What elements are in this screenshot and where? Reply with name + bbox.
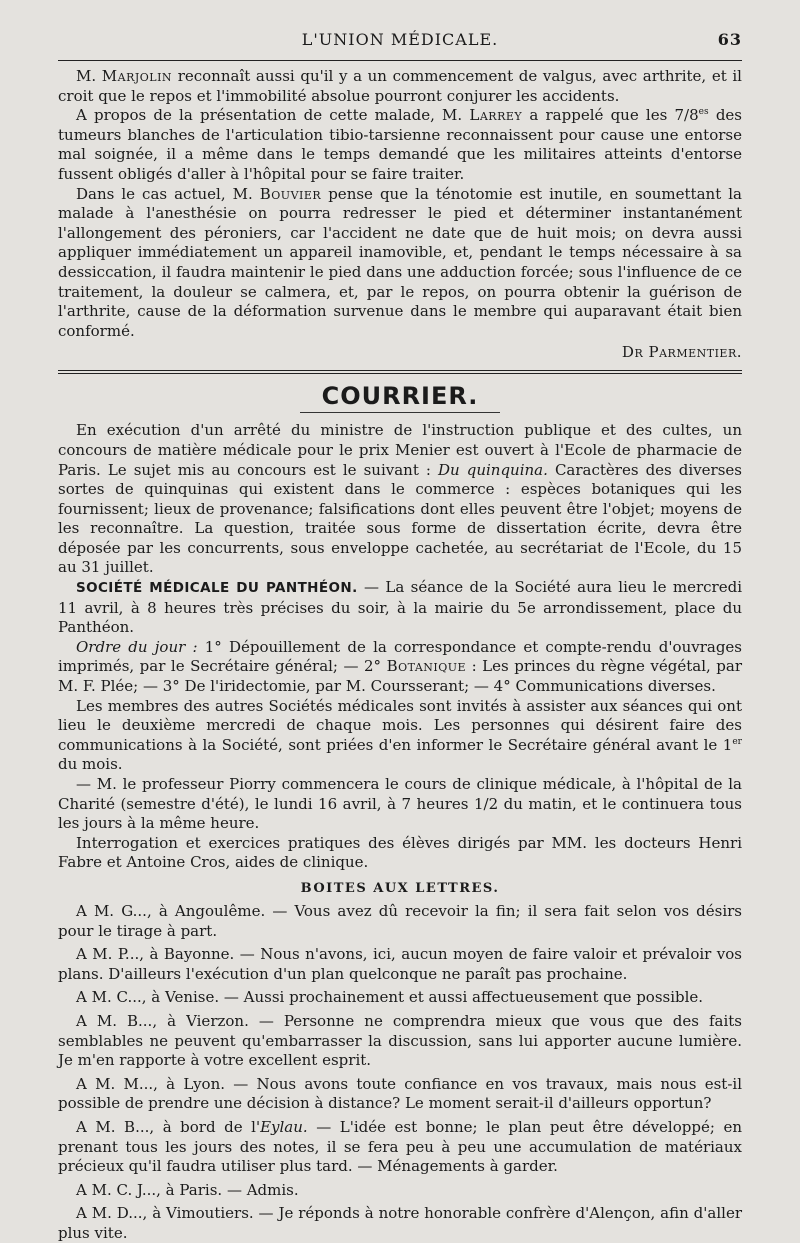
letter-item: A M. C..., à Venise. — Aussi prochainement et aussi affectueusement que possible. (76, 988, 704, 1007)
author-name: Larrey (469, 106, 523, 125)
letter-item: A M. D..., à Vimoutiers. — Je réponds à notre honorable confrère d'Alençon, afin d'aller plus vite. (58, 1204, 742, 1242)
letter-item: A M. G..., à Angoulême. — Vous avez dû recevoir la fin; il sera fait selon vos désirs pour le tirage à part. (58, 901, 742, 940)
running-head (58, 30, 742, 56)
courrier-paragraph-5: — M. le professeur Piorry commencera le cours de clinique médicale, à l'hôpital de la Charité (semestre d'été), le lundi 16 avril, à 7 heures 1/2 du matin, et le continuera tous les jours à la même heure. (58, 775, 742, 833)
section-title-courrier: COURRIER. (321, 382, 479, 411)
courrier-paragraph-1: En exécution d'un arrêté du ministre de l'instruction publique et des cultes, un concours de matière médicale pour le prix Menier est ouvert à l'Ecole de pharmacie de Paris. Le sujet mis au concours est le suivant : Du quinquina. Caractères des diverses sortes de quinquinas qui existent dans le commerce : espèces botaniques qui les fournissent; lieux de provenance; falsifications dont elles peuvent être l'objet; moyens de les reconnaître. La question, traitée sous forme de dissertation écrite, devra être déposée par les concurrents, sous enveloppe cachetée, au secrétariat de l'Ecole, du 15 au 31 juillet. (58, 421, 742, 577)
article-paragraph-2: A propos de la présentation de cette malade, M. Larrey a rappelé que les $7/8^{es}$ des tumeurs blanches de l'articulation tibio-tarsienne reconnaissent pour cause une entorse mal soignée, il a même dans le temps demandé que les militaires atteints d'entorse fussent obligés d'aller à l'hôpital pour se faire traiter. (58, 106, 742, 183)
page-number: 63 (717, 30, 742, 49)
header-rule (58, 60, 742, 61)
courrier-paragraph-2: SOCIÉTÉ MÉDICALE DU PANTHÉON. — La séance de la Société aura lieu le mercredi 11 avril, à 8 heures très précises du soir, à la mairie du 5e arrondissement, place du Panthéon. (58, 578, 742, 637)
title-underline (300, 412, 500, 413)
courrier-paragraph-4: Les membres des autres Sociétés médicales sont invités à assister aux séances qui ont lieu le deuxième mercredi de chaque mois. Les personnes qui désirent faire des communications à la Société, sont priées d'en informer le Secrétaire général avant le 1er du mois. (58, 696, 742, 774)
letter-item: A M. B..., à Vierzon. — Personne ne comprendra mieux que vous que des faits semblables ne peuvent qu'embarrasser la discussion, sans lui apporter aucune lumière. Je m'en rapporte à votre excellent esprit. (58, 1011, 742, 1070)
section-title-boites: BOITES AUX LETTRES. (300, 880, 500, 896)
author-name: Bouvier (259, 184, 322, 203)
journal-title: L'UNION MÉDICALE. (301, 30, 499, 49)
society-name: SOCIÉTÉ MÉDICALE DU PANTHÉON. (76, 580, 358, 597)
letter-item: A M. C. J..., à Paris. — Admis. (76, 1180, 299, 1199)
article-paragraph-3: Dans le cas actuel, M. Bouvier pense que la ténotomie est inutile, en soumettant la malade à l'anesthésie on pourra redresser le pied et déterminer instantanément l'allongement des péroniers, car l'accident ne date que de huit mois; on devra aussi appliquer immédiatement un appareil inamovible, et, pendant le temps nécessaire à sa dessiccation, il faudra maintenir le pied dans une adduction forcée; sous l'influence de ce traitement, la douleur se calmera, et, par le repos, on pourra obtenir la guérison de l'arthrite, cause de la déformation survenue dans le membre qui auparavant était bien conformé. (58, 184, 742, 340)
courrier-paragraph-3: Ordre du jour : 1° Dépouillement de la correspondance et compte-rendu d'ouvrages imprimés, par le Secrétaire général; — 2° Botanique : Les princes du règne végétal, par M. F. Plée; — 3° De l'iridectomie, par M. Coursserant; — 4° Communications diverses. (58, 637, 742, 696)
article-paragraph-1: M. Marjolin reconnaît aussi qu'il y a un commencement de valgus, avec arthrite, et il croit que le repos et l'immobilité absolue pourront conjurer les accidents. (58, 67, 742, 105)
letter-item: A M. P..., à Bayonne. — Nous n'avons, ici, aucun moyen de faire valoir et prévaloir vos plans. D'ailleurs l'exécution d'un plan quelconque ne paraît pas prochaine. (58, 945, 742, 983)
signature: Dr Parmentier. (621, 343, 742, 362)
section-divider (58, 370, 742, 374)
author-name: Marjolin (101, 67, 173, 85)
courrier-paragraph-6: Interrogation et exercices pratiques des élèves dirigés par MM. les docteurs Henri Fabre et Antoine Cros, aides de clinique. (58, 833, 742, 872)
letter-item: A M. B..., à bord de l'Eylau. — L'idée est bonne; le plan peut être développé; en prenant tous les jours des notes, il se fera peu à peu une accumulation de matériaux précieux qu'il faudra utiliser plus tard. — Ménagements à garder. (58, 1117, 742, 1176)
letter-item: A M. M..., à Lyon. — Nous avons toute confiance en vos travaux, mais nous est-il possible de prendre une décision à distance? Le moment serait-il d'ailleurs opportun? (58, 1074, 742, 1113)
